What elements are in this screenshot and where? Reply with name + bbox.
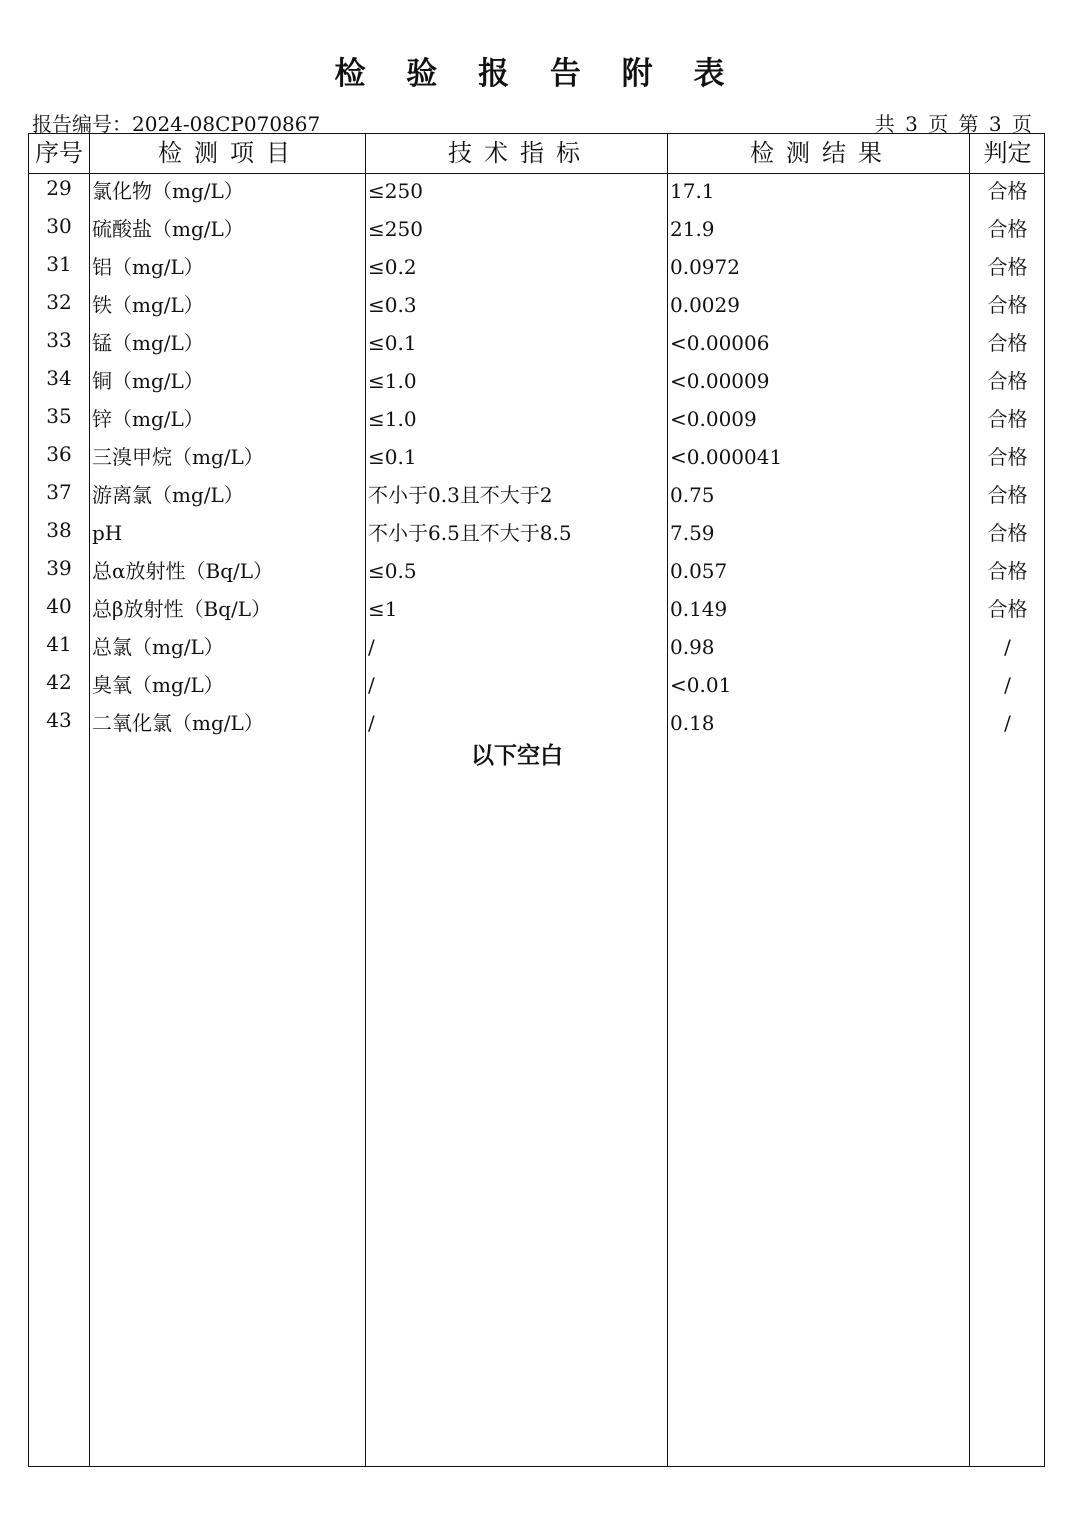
test-result: <0.01 — [670, 673, 732, 697]
technical-standard: / — [368, 711, 375, 735]
test-result: 0.0972 — [670, 255, 740, 279]
table-row — [29, 250, 1044, 288]
technical-standard: ≤1 — [368, 597, 398, 621]
test-item: 二氧化氯（mg/L） — [92, 711, 264, 735]
test-item: 臭氧（mg/L） — [92, 673, 224, 697]
row-number: 38 — [46, 518, 72, 542]
technical-standard: ≤0.3 — [368, 293, 417, 317]
test-item: 游离氯（mg/L） — [92, 483, 244, 507]
test-result: <0.00009 — [670, 369, 770, 393]
page-indicator: 共 3 页 第 3 页 — [874, 112, 1032, 136]
report-number: 报告编号：2024-08CP070867 — [32, 112, 321, 136]
technical-standard: ≤0.1 — [368, 331, 417, 355]
test-item: 硫酸盐（mg/L） — [92, 217, 244, 241]
header-no: 序号 — [35, 139, 83, 167]
test-item: 氯化物（mg/L） — [92, 179, 244, 203]
judgment: 合格 — [987, 445, 1028, 469]
row-number: 42 — [46, 670, 72, 694]
test-item: 铝（mg/L） — [92, 255, 204, 279]
row-number: 31 — [46, 252, 72, 276]
test-result: 0.18 — [670, 711, 715, 735]
table-row — [29, 478, 1044, 516]
table-row — [29, 440, 1044, 478]
technical-standard: ≤250 — [368, 217, 423, 241]
row-number: 33 — [46, 328, 72, 352]
blank-note: 以下空白 — [471, 743, 563, 769]
test-result: 0.057 — [670, 559, 728, 583]
judgment: 合格 — [987, 559, 1028, 583]
test-result: 0.0029 — [670, 293, 740, 317]
table-row — [29, 326, 1044, 364]
judgment: / — [1004, 635, 1011, 659]
test-item: 总β放射性（Bq/L） — [92, 597, 272, 621]
judgment: 合格 — [987, 255, 1028, 279]
row-number: 36 — [46, 442, 72, 466]
header-judgment: 判定 — [983, 139, 1032, 167]
technical-standard: ≤0.1 — [368, 445, 417, 469]
row-number: 32 — [46, 290, 72, 314]
table-row — [29, 516, 1044, 554]
table-row — [29, 212, 1044, 250]
test-item: 铜（mg/L） — [92, 369, 204, 393]
technical-standard: / — [368, 673, 375, 697]
row-number: 41 — [46, 632, 72, 656]
judgment: 合格 — [987, 369, 1028, 393]
test-result: 21.9 — [670, 217, 715, 241]
row-number: 37 — [46, 480, 72, 504]
test-item: 三溴甲烷（mg/L） — [92, 445, 264, 469]
judgment: 合格 — [987, 597, 1028, 621]
test-result: 17.1 — [670, 179, 715, 203]
judgment: 合格 — [987, 521, 1028, 545]
table-row — [29, 630, 1044, 668]
judgment: 合格 — [987, 179, 1028, 203]
row-number: 29 — [46, 176, 72, 200]
technical-standard: ≤1.0 — [368, 407, 417, 431]
row-number: 40 — [46, 594, 72, 618]
table-row — [29, 592, 1044, 630]
test-result: 7.59 — [670, 521, 715, 545]
technical-standard: / — [368, 635, 375, 659]
page-title: 检 验 报 告 附 表 — [334, 56, 740, 92]
judgment: 合格 — [987, 217, 1028, 241]
technical-standard: 不小于6.5且不大于8.5 — [368, 521, 572, 545]
test-item: 总氯（mg/L） — [92, 635, 224, 659]
judgment: 合格 — [987, 407, 1028, 431]
header-result: 检测结果 — [750, 139, 894, 167]
test-result: 0.149 — [670, 597, 728, 621]
test-result: <0.00006 — [670, 331, 770, 355]
test-result: 0.98 — [670, 635, 715, 659]
table-row — [29, 174, 1044, 212]
table-row — [29, 402, 1044, 440]
table-row — [29, 288, 1044, 326]
judgment: / — [1004, 673, 1011, 697]
test-result: 0.75 — [670, 483, 715, 507]
technical-standard: ≤250 — [368, 179, 423, 203]
test-item: pH — [92, 521, 123, 545]
technical-standard: 不小于0.3且不大于2 — [368, 483, 553, 507]
results-table — [28, 133, 1045, 1467]
test-result: <0.000041 — [670, 445, 783, 469]
test-item: 锌（mg/L） — [92, 407, 204, 431]
judgment: 合格 — [987, 331, 1028, 355]
technical-standard: ≤0.5 — [368, 559, 417, 583]
judgment: 合格 — [987, 293, 1028, 317]
row-number: 35 — [46, 404, 72, 428]
table-row — [29, 668, 1044, 706]
test-item: 铁（mg/L） — [92, 293, 204, 317]
header-standard: 技术指标 — [448, 139, 592, 167]
row-number: 30 — [46, 214, 72, 238]
row-number: 43 — [46, 708, 72, 732]
test-item: 锰（mg/L） — [92, 331, 204, 355]
judgment: / — [1004, 711, 1011, 735]
technical-standard: ≤0.2 — [368, 255, 417, 279]
header-item: 检测项目 — [158, 139, 302, 167]
test-item: 总α放射性（Bq/L） — [92, 559, 274, 583]
table-row — [29, 364, 1044, 402]
technical-standard: ≤1.0 — [368, 369, 417, 393]
judgment: 合格 — [987, 483, 1028, 507]
row-number: 34 — [46, 366, 72, 390]
test-result: <0.0009 — [670, 407, 757, 431]
row-number: 39 — [46, 556, 72, 580]
table-row — [29, 554, 1044, 592]
